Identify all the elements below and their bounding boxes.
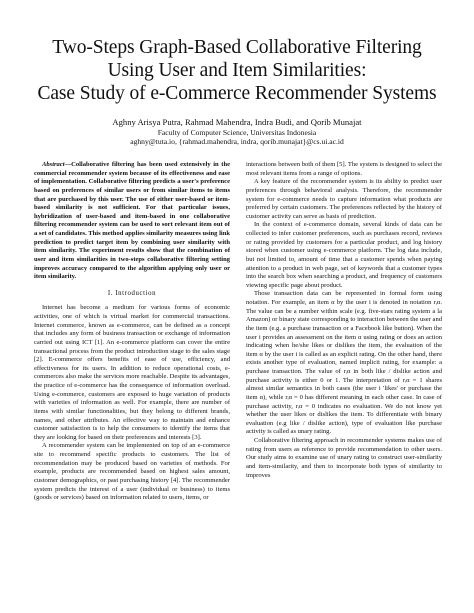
left-column [34, 161, 230, 503]
body-paragraph: Collaborative filtering approach in recommender systems makes use of rating from users as reference to provide recommendation to other users. Our study aims to examine use of unary rating to construct user-similarity and item-similarity, and then to incorporate both types of similarity to improves [246, 437, 442, 479]
author-names: Aghny Arisya Putra, Rahmad Mahendra, Indra Budi, and Qorib Munajat [112, 117, 362, 127]
section-heading: I. Introduction [107, 289, 157, 297]
abstract-text: —Collaborative filtering has been used extensively in the commercial recommender system because of its effectiveness and ease of implementation. Collaborative filtering predicts a user's preference based on preferences of similar users or from similar items to items that are purchased by this user. The use of either user-based or item-based similarity is not sufficient. For that particular issues, hybridization of user-based and item-based in one collaborative filtering recommender system can be used to sort relevant item out of a set of candidates. This method applies similarity measures using link prediction to predict target item by combining user similarity with item similarity. The experiment results show that the combination of user and item similarities in two-steps collaborative filtering setting improves accuracy compared to the algorithm applying only user or item similarity. [34, 161, 231, 281]
author-affiliation: Faculty of Computer Science, Universitas Indonesia [157, 127, 317, 137]
body-paragraph: Internet has become a medium for various forms of economic activities, one of which is virtual market for commercial transactions. Internet commerce, known as e-commerce, can be defined as a concept that includes any form of business transaction or exchange of information carried out using ICT [1]. An e-commerce platform can cover the entire transactional process from the product introduction stage to the sales stage [2]. E-commerce offers benefits of ease of use, efficiency, and effectiveness for its users. In addition to reduce operational costs, e-commerces also make the services more reachable. Despite its advantages, the practice of e-commerce has the consequence of information overload. Using e-commerce, customers are exposed to huge variation of products with varieties of information as well. For example, there are number of items with similar functionalities, but they belong to different brands, names, and other attributes. An effective way to maintain and enhance customer satisfaction is to help the consumers to identify the items that they are looking for based on their preferences and interests [3]. [34, 304, 230, 441]
body-paragraph: interactions between both of them [5]. The system is designed to select the most relevant items from a range of options. [246, 161, 442, 177]
title-line-2: Using User and Item Similarities: [107, 60, 367, 81]
body-paragraph: A key feature of the recommender system is its ability to predict user preferences through behavioral analysis. Therefore, the recommender system for e-commerce needs to capture information what products are preferred by certain customers. The preferences reflected by the history of customer activity can serve as basis of prediction. [246, 178, 442, 220]
body-paragraph: In the context of e-commerce domain, several kinds of data can be collected to infer customer preferences, such as purchases record, reviews or rating provided by customers for a particular product, and log history stored when customer using e-commerce platform. The log data include, but not limited to, amount of time that a customer spends when paying attention to a product in web page, set of keywords that a customer types into the search box when searching a product, and frequency of customers viewing specific page about product. [246, 221, 442, 289]
right-column [246, 161, 442, 480]
abstract-label: Abstract [42, 161, 65, 168]
body-paragraph: A recommender system can be implemented on top of an e-commerce site to recommend specific products to customers. The list of recommendation may be produced based on varieties of methods. For example, products are recommended based on highest sales amount, customer demographics, or past purchasing history [4]. The recommender system predicts the interest of a user (individual or business) to items (goods or services) based on information related to users, items, or [34, 442, 230, 502]
author-block [20, 117, 454, 147]
title-line-3: Case Study of e-Commerce Recommender Systems [37, 83, 437, 104]
abstract [34, 161, 230, 282]
title-line-1: Two-Steps Graph-Based Collaborative Filtering [52, 37, 422, 58]
body-paragraph: Those transaction data can be represented in formal form using notation. For example, an item α by the user i is denoted in notation rᵢα. The value can be a number within scale (e.g. five-stars rating system a la Amazon) or binary state corresponding to interaction between the user and the item (e.g. a purchase transaction or a Facebook like button). When the user i provides an assessment on the item α using rating or does an action indicating when he/she likes or dislikes the item, the evaluation of the item α by the user i is called as an explicit rating. On the other hand, there exists another type of evaluation, named implicit rating, for example: a purchase transaction. The value of rᵢα in both like / dislike action and purchase activity is either 0 or 1. The interpretation of rᵢα = 1 shares almost similar semantics in both cases (the user i 'likes' or purchase the item α), while rᵢα = 0 has different meaning in each other case. In case of purchase activity, rᵢα = 0 indicates no evaluation. We do not know yet whether the user likes or dislikes the item. To differentiate with binary evaluation (e.g like / dislike action), type of evaluation like purchase activity is called as unary rating. [246, 290, 442, 436]
paper-title [20, 36, 454, 105]
author-emails: aghny@tuta.io, {rahmad.mahendra, indra, qorib.munajat}@cs.ui.ac.id [130, 137, 344, 147]
